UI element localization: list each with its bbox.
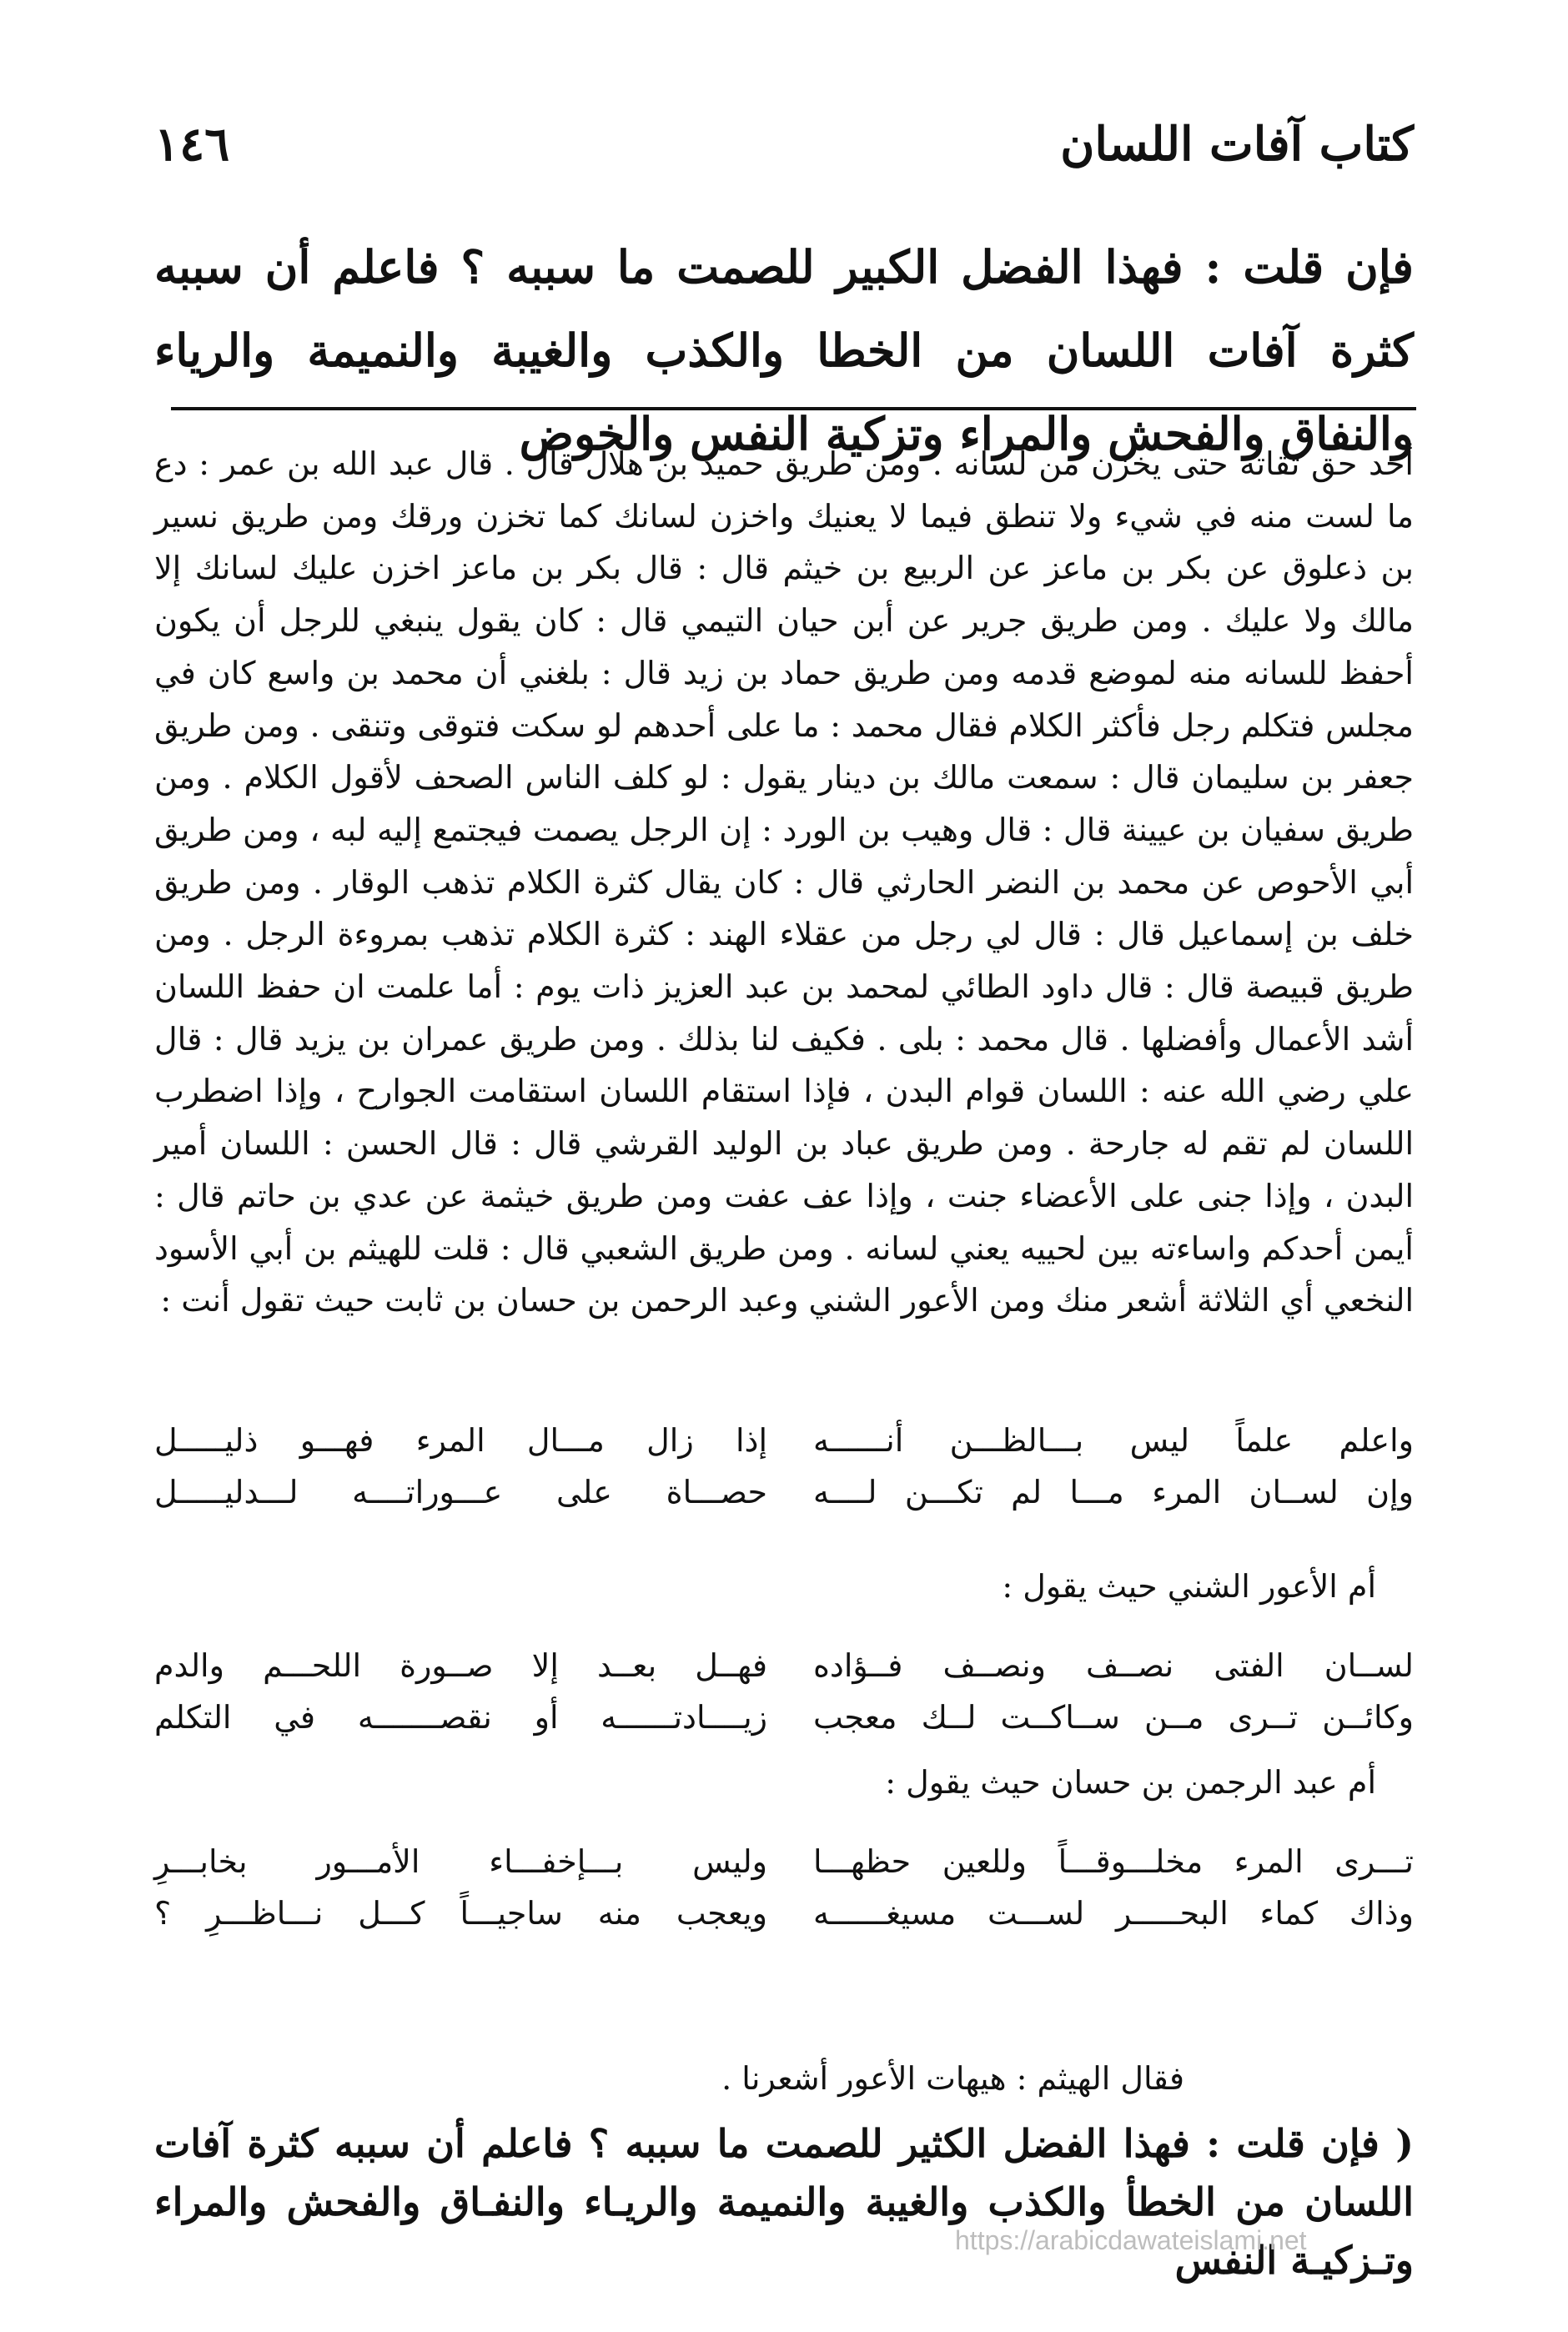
poem-3 — [154, 1843, 1414, 1947]
verse-first-hemistich: وذاك كماء البحـــــر لســـت مسيغــــــه — [813, 1895, 1414, 1932]
verse-first-hemistich: وكائــن تــرى مــن ســاكــت لــك معجب — [813, 1699, 1414, 1736]
verse-second-hemistich: حصـــاة على عـــوراتــــه لـــدليـــــل — [154, 1474, 767, 1510]
poem-verse — [154, 1895, 1414, 1947]
verse-first-hemistich: واعلم علماً ليس بـــالظـــن أنــــــه — [813, 1422, 1414, 1459]
verse-first-hemistich: تـــرى المرء مخلـــوقـــاً وللعين حظهـــا — [813, 1843, 1414, 1880]
verse-second-hemistich: وليس بـــإخفـــاء الأمـــور بخابـــرِ — [154, 1843, 767, 1880]
poem-intro: أم عبد الرجمن بن حسان حيث يقول : — [885, 1764, 1376, 1801]
page-number: ١٤٦ — [154, 117, 230, 172]
footnote-divider — [171, 407, 1416, 410]
verse-second-hemistich: زيــــادتــــــه أو نقصـــــــه في التكلم — [154, 1699, 767, 1736]
poem-verse — [154, 1699, 1414, 1751]
watermark-url: https://arabicdawateislami.net — [955, 2225, 1307, 2255]
poem-verse — [154, 1647, 1414, 1699]
closing-line: فقال الهيثم : هيهات الأعور أشعرنا . — [721, 2060, 1184, 2097]
footnote-text: أحد حق تقاته حتى يخزن من لسانه . ومن طريق حميد بن هلال قال . قال عبد الله بن عمر : دع ما لست منه في شيء ولا تنطق فيما لا يعنيك واخزن لسانك كما تخزن ورقك ومن طريق نسير بن ذعلوق عن بكر بن ماعز عن الربيع بن خيثم قال : قال بكر بن ماعز اخزن عليك لسانك إلا مالك ولا عليك . ومن طريق جرير عن أبن حيان التيمي قال : كان يقول ينبغي للرجل أن يكون أحفظ للسانه منه لموضع قدمه ومن طريق حماد بن زيد قال : بلغني أن محمد بن واسع كان في مجلس فتكلم رجل فأكثر الكلام فقال محمد : ما على أحدهم لو سكت فتوقى وتنقى . ومن طريق جعفر بن سليمان قال : سمعت مالك بن دينار يقول : لو كلف الناس الصحف لأقول الكلام . ومن طريق سفيان بن عيينة قال : قال وهيب بن الورد : إن الرجل يصمت فيجتمع إليه لبه ، ومن طريق أبي الأحوص عن محمد بن النضر الحارثي قال : كان يقال كثرة الكلام تذهب الوقار . ومن طريق خلف بن إسماعيل قال : قال لي رجل من عقلاء الهند : كثرة الكلام تذهب بمروءة الرجل . ومن طريق قبيصة قال : قال داود الطائي لمحمد بن عبد العزيز ذات يوم : أما علمت ان حفظ اللسان أشد الأعمال وأفضلها . قال محمد : بلى . فكيف لنا بذلك . ومن طريق عمران بن يزيد قال : قال علي رضي الله عنه : اللسان قوام البدن ، فإذا استقام اللسان استقامت الجوارح ، وإذا اضطرب اللسان لم تقم له جارحة . ومن طريق عباد بن الوليد القرشي قال : قال الحسن : اللسان أمير البدن ، وإذا جنى على الأعضاء جنت ، وإذا عف عفت ومن طريق خيثمة عن عدي بن حاتم قال : أيمن أحدكم واساءته بين لحييه يعني لسانه . ومن طريق الشعبي قال : قلت للهيثم بن أبي الأسود النخعي أي الثلاثة أشعر منك ومن الأعور الشني وعبد الرحمن بن حسان بن ثابت حيث تقول أنت : — [154, 445, 1414, 1319]
poem-verse — [154, 1422, 1414, 1474]
verse-first-hemistich: وإن لســان المرء مـــا لم تكـــن لــــه — [813, 1474, 1414, 1510]
verse-second-hemistich: ويعجب منه ساجيـــاً كـــل نـــاظـــرِ ؟ — [154, 1895, 767, 1932]
poem-verse — [154, 1843, 1414, 1895]
page-header — [154, 117, 1414, 192]
commentary-text: ( فإن قلت : فهذا الفضل الكثير للصمت ما سببه ؟ فاعلم أن سببه كثرة آفات اللسان من الخطأ والكذب والغيبة والنميمة والريـاء والنفـاق والفحش والمراء وتـزكيـة النفس — [154, 2121, 1414, 2283]
verse-first-hemistich: لســان الفتى نصــف ونصــف فــؤاده — [813, 1647, 1414, 1684]
main-text: فإن قلت : فهذا الفضل الكبير للصمت ما سببه ؟ فاعلم أن سببه كثرة آفات اللسان من الخطا والكذب والغيبة والنميمة والرياء والنفاق والفحش والمراء وتزكية النفس والخوض — [154, 240, 1414, 460]
poem-verse — [154, 1474, 1414, 1525]
verse-second-hemistich: إذا زال مـــال المرء فهـــو ذليـــــل — [154, 1422, 767, 1459]
book-title: كتاب آفات اللسان — [1060, 117, 1414, 172]
poem-intro: أم الأعور الشني حيث يقول : — [1002, 1568, 1376, 1605]
verse-second-hemistich: فهــل بعــد إلا صــورة اللحـــم والدم — [154, 1647, 767, 1684]
poem-2 — [154, 1647, 1414, 1751]
poem-1 — [154, 1422, 1414, 1525]
